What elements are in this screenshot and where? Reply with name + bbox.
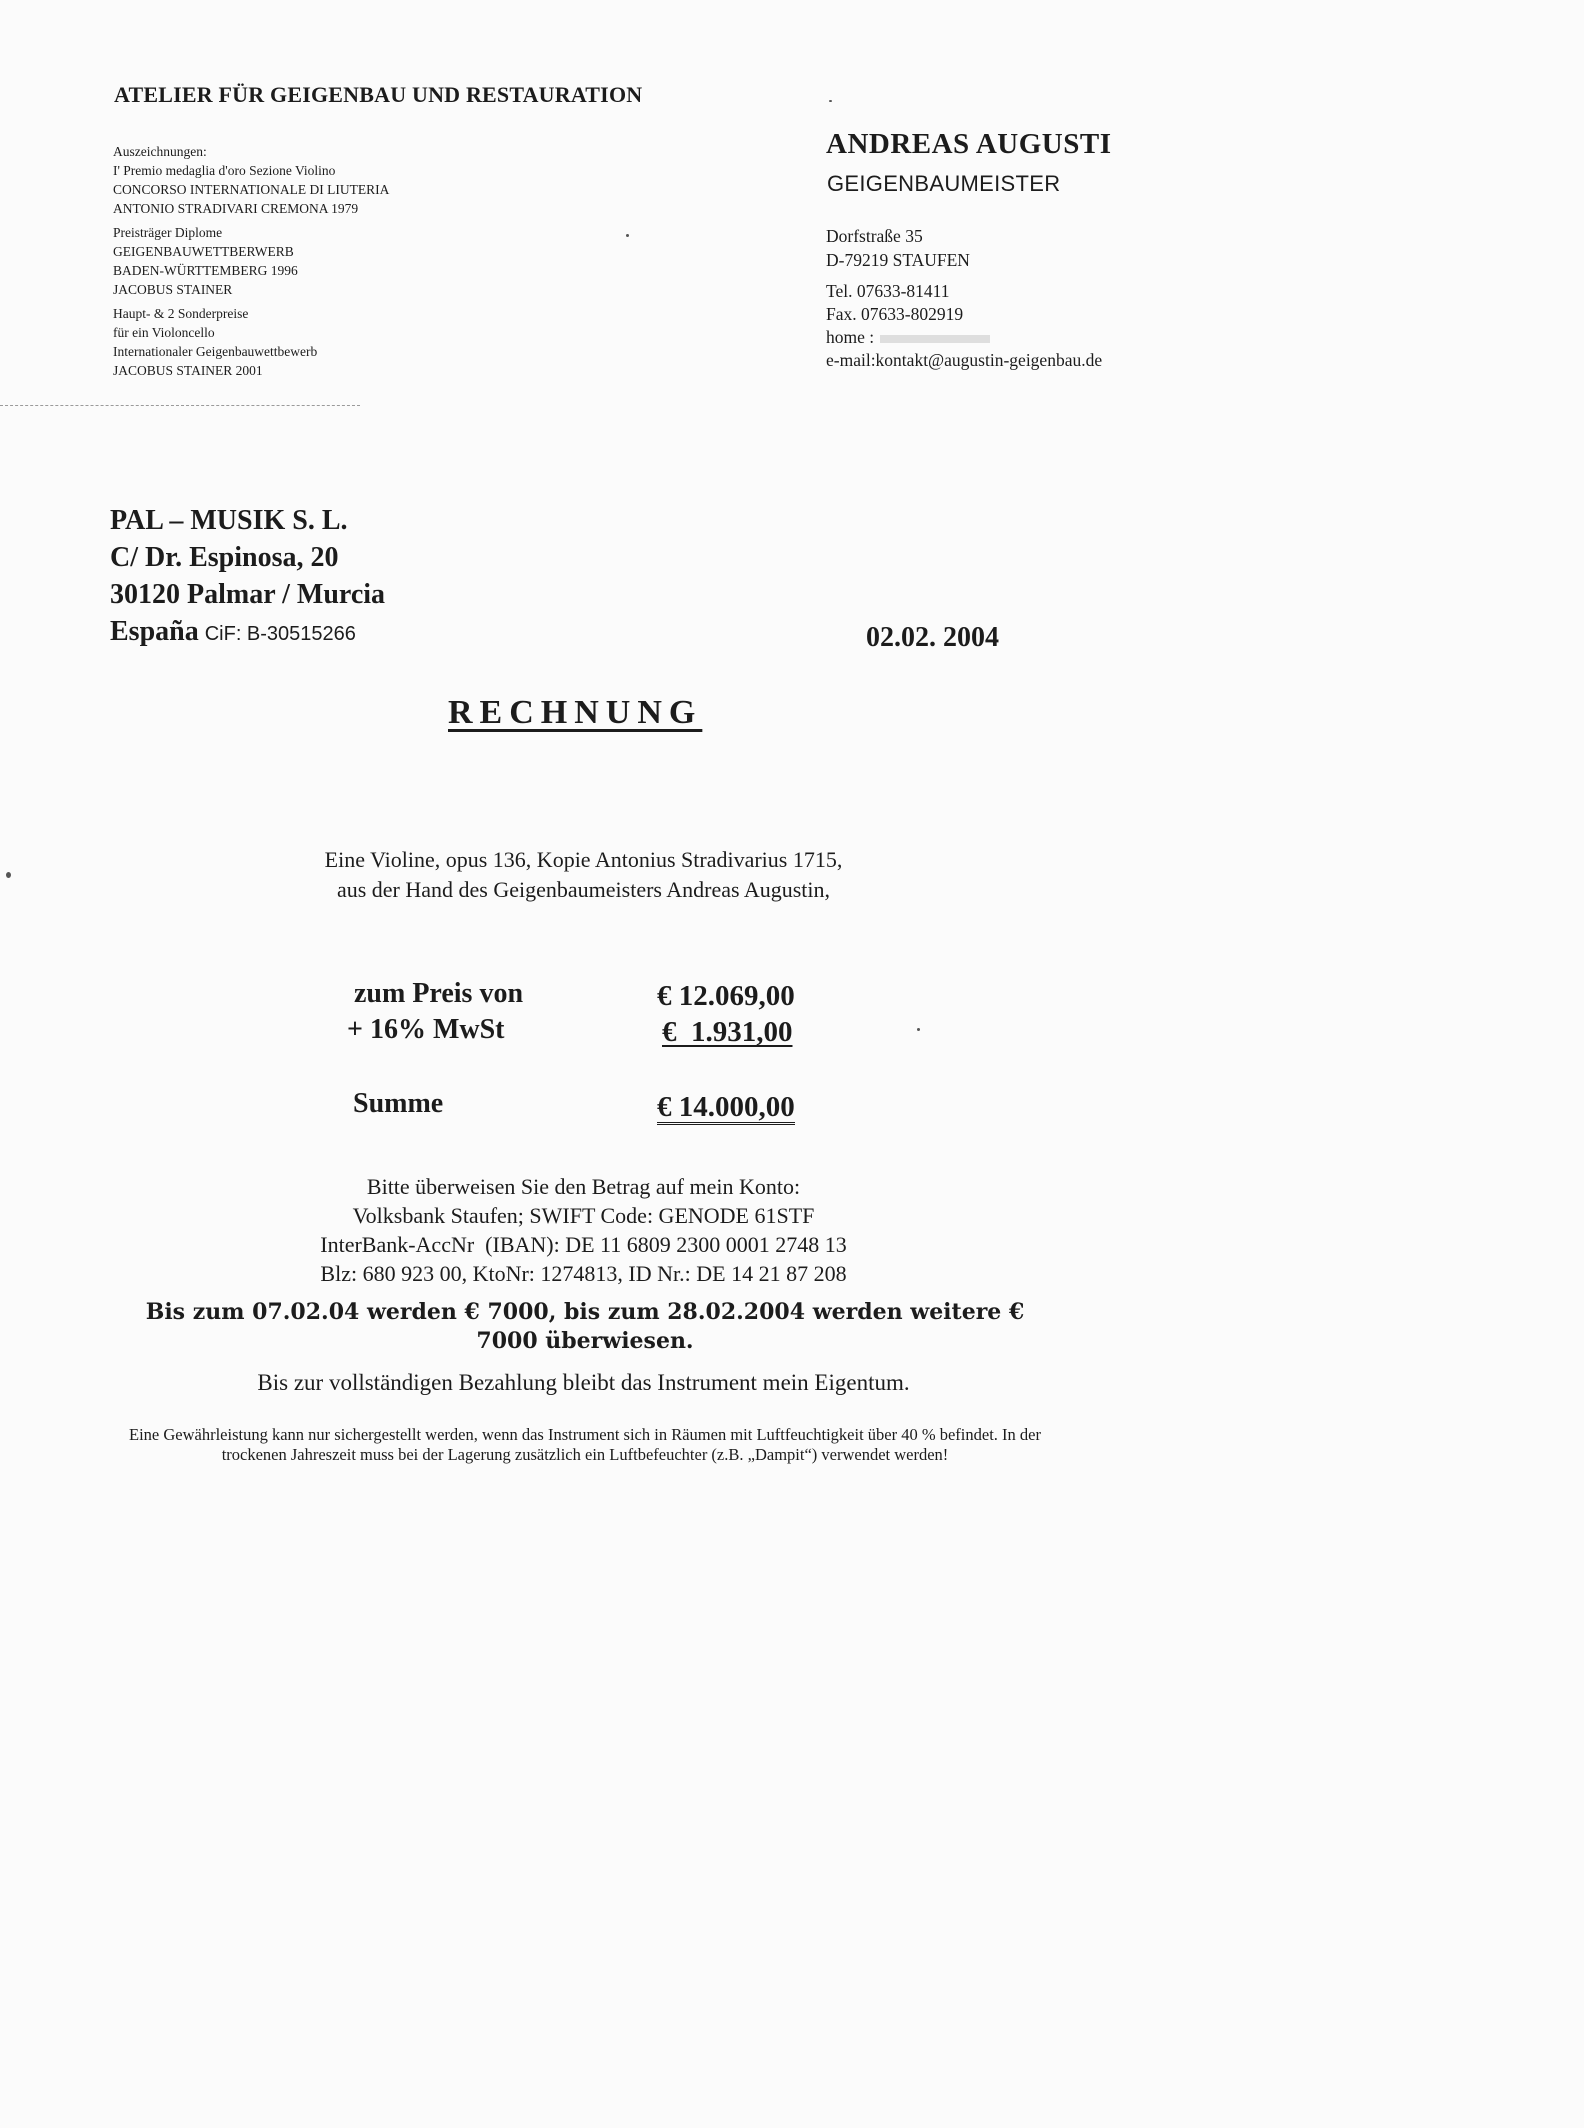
award-group	[113, 223, 389, 299]
warranty-notice: Eine Gewährleistung kann nur sichergestellt werden, wenn das Instrument sich in Räumen mit Luftfeuchtigkeit über 40 % befindet. In der trockenen Jahreszeit muss bei der Lagerung zusätzlich ein Luftbefeuchter (z.B. „Dampit“) verwendet werden!	[129, 1425, 1041, 1464]
scan-speck	[6, 872, 11, 878]
award-line: ANTONIO STRADIVARI CREMONA 1979	[113, 201, 359, 216]
phone-number: Tel. 07633-81411	[826, 281, 950, 301]
award-line: JACOBUS STAINER	[113, 282, 233, 297]
item-line: aus der Hand des Geigenbaumeisters Andreas Augustin,	[336, 877, 831, 902]
ownership-notice: Bis zur vollständigen Bezahlung bleibt das Instrument mein Eigentum.	[257, 1370, 910, 1395]
recipient-street: C/ Dr. Espinosa, 20	[110, 542, 339, 573]
invoice-heading: RECHNUNG	[448, 694, 703, 731]
award-line: JACOBUS STAINER 2001	[113, 363, 263, 378]
letterhead-divider	[0, 405, 360, 406]
scan-speck	[917, 1028, 920, 1031]
total-label: Summe	[353, 1088, 444, 1119]
price-label: zum Preis von	[354, 978, 524, 1009]
home-line	[826, 326, 1102, 349]
payment-schedule: Bis zum 07.02.04 werden € 7000, bis zum 28.02.2004 werden weitere € 7000 überwiesen.	[145, 1299, 1025, 1354]
award-line: CONCORSO INTERNATIONALE DI LIUTERIA	[113, 182, 390, 197]
email-address: e-mail:kontakt@augustin-geigenbau.de	[826, 350, 1103, 370]
address-city: D-79219 STAUFEN	[826, 250, 970, 270]
maker-contacts	[826, 280, 1102, 372]
recipient-city: 30120 Palmar / Murcia	[110, 579, 386, 610]
scan-speck	[626, 234, 629, 237]
item-line: Eine Violine, opus 136, Kopie Antonius Stradivarius 1715,	[324, 847, 843, 872]
scan-speck	[829, 100, 832, 102]
vat-value: € 1.931,00	[662, 1016, 793, 1048]
recipient-address	[110, 502, 385, 653]
bank-line: Bitte überweisen Sie den Betrag auf mein Konto:	[366, 1174, 801, 1199]
recipient-company: PAL – MUSIK S. L.	[110, 505, 348, 536]
bank-line: Blz: 680 923 00, KtoNr: 1274813, ID Nr.: DE 14 21 87 208	[320, 1261, 847, 1286]
award-line: GEIGENBAUWETTBERWERB	[113, 244, 294, 259]
maker-title: GEIGENBAUMEISTER	[827, 171, 1061, 196]
home-label: home :	[826, 327, 875, 347]
total-value: € 14.000,00	[657, 1091, 795, 1123]
maker-address	[826, 224, 970, 272]
award-line: Internationaler Geigenbauwettbewerb	[113, 344, 318, 359]
award-line: Haupt- & 2 Sonderpreise	[113, 306, 249, 321]
award-line: Preisträger Diplome	[113, 225, 223, 240]
maker-name: ANDREAS AUGUSTI	[826, 128, 1112, 160]
bank-line: Volksbank Staufen; SWIFT Code: GENODE 61STF	[352, 1203, 815, 1228]
award-line: BADEN-WÜRTTEMBERG 1996	[113, 263, 298, 278]
awards-block	[113, 142, 389, 385]
award-group	[113, 304, 389, 380]
atelier-title: ATELIER FÜR GEIGENBAU UND RESTAURATION	[114, 82, 643, 107]
recipient-country-line	[110, 613, 385, 653]
bank-details	[0, 1172, 1167, 1288]
recipient-country: España	[110, 616, 199, 647]
award-line: für ein Violoncello	[113, 325, 215, 340]
price-value: € 12.069,00	[657, 980, 795, 1012]
redacted-smudge	[880, 335, 990, 343]
fax-number: Fax. 07633-802919	[826, 304, 964, 324]
recipient-cif: CiF: B-30515266	[204, 623, 356, 645]
award-group	[113, 142, 389, 218]
vat-label: + 16% MwSt	[347, 1014, 505, 1045]
award-line: Auszeichnungen:	[113, 144, 207, 159]
bank-line: InterBank-AccNr (IBAN): DE 11 6809 2300 0001 2748 13	[320, 1232, 847, 1257]
award-line: I' Premio medaglia d'oro Sezione Violino	[113, 163, 336, 178]
invoice-date: 02.02. 2004	[866, 622, 999, 653]
item-description	[0, 845, 1167, 905]
address-street: Dorfstraße 35	[826, 226, 923, 246]
